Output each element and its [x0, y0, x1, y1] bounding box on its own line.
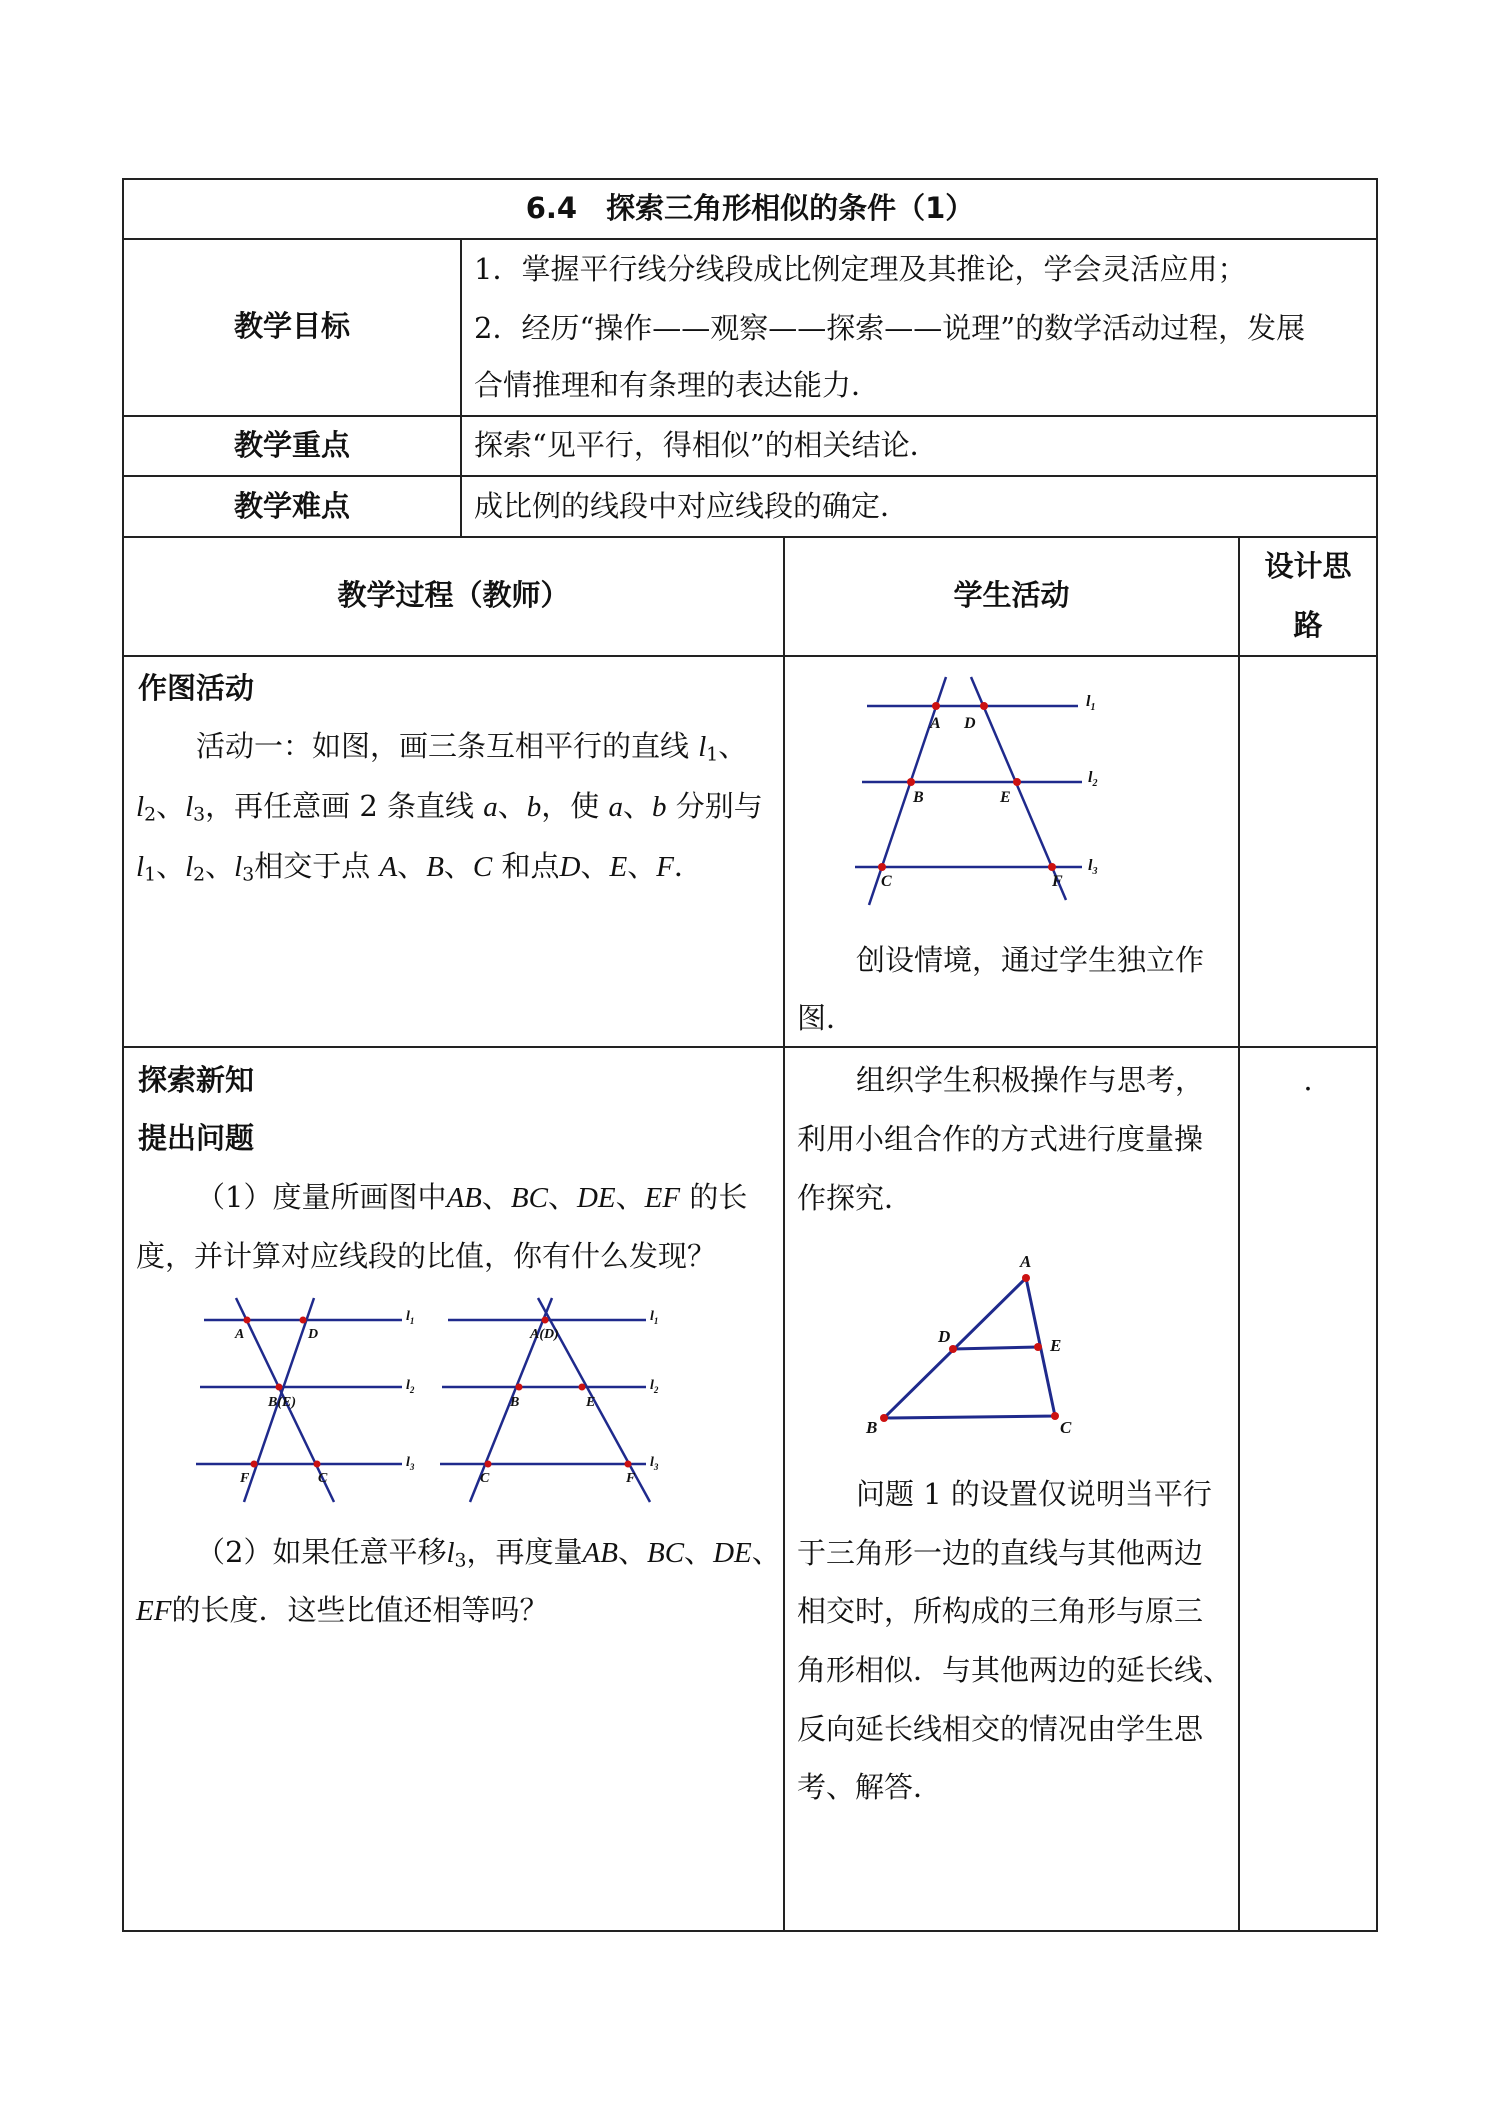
- row-divider-keypoint: [122, 475, 1378, 477]
- section2-design-dot: .: [1303, 1063, 1313, 1097]
- fig1-label-B: B: [913, 789, 924, 806]
- section2-student-line-3: 作探究．: [797, 1181, 914, 1215]
- section1-student-line-1: 创设情境，通过学生独立作: [856, 943, 1205, 977]
- parallel-lines-figure-2b: [430, 1290, 680, 1520]
- fig2a-label-C: C: [318, 1471, 328, 1486]
- keypoint-text: 探索“见平行，得相似”的相关结论．: [474, 428, 939, 462]
- question1-line-1: （1）度量所画图中AB、BC、DE、EF 的长: [196, 1180, 748, 1214]
- fig1-label-l2: $l_2$: [1088, 769, 1098, 789]
- question1-line-2: 度，并计算对应线段的比值，你有什么发现？: [136, 1239, 717, 1273]
- row-divider-header: [122, 655, 1378, 657]
- section1-student-line-2: 图．: [797, 1001, 856, 1035]
- section2-student-note-2: 于三角形一边的直线与其他两边: [797, 1536, 1204, 1570]
- fig2b-label-B: B: [510, 1395, 520, 1410]
- question2-line-2: EF的长度．这些比值还相等吗？: [136, 1593, 549, 1627]
- section2-heading: 探索新知: [138, 1063, 255, 1097]
- fig1-label-D: D: [964, 715, 976, 732]
- keypoint-label: 教学重点: [233, 428, 350, 462]
- section2-student-note-6: 考、解答．: [797, 1770, 943, 1804]
- fig2a-label-l1: $l_1$: [406, 1309, 415, 1326]
- fig2a-label-l2: $l_2$: [406, 1378, 415, 1395]
- col-divider-design: [1238, 536, 1240, 1932]
- row-divider-difficulty: [122, 536, 1378, 538]
- section2-student-line-1: 组织学生积极操作与思考，: [856, 1063, 1205, 1097]
- fig2a-label-l3: $l_3$: [406, 1455, 415, 1472]
- fig2b-label-C: C: [480, 1471, 490, 1486]
- fig2b-label-A: A(D): [530, 1327, 559, 1342]
- section2-student-note-1: 问题 1 的设置仅说明当平行: [856, 1477, 1212, 1511]
- parallel-lines-figure-2a: [190, 1290, 430, 1520]
- goal-line-2: 2．经历“操作——观察——探索——说理”的数学活动过程，发展: [474, 311, 1306, 345]
- header-student: 学生活动: [953, 578, 1070, 612]
- header-design-line2: 路: [1293, 608, 1323, 642]
- fig2a-label-B: B(E): [268, 1395, 297, 1410]
- fig1-label-E: E: [1000, 789, 1011, 806]
- lesson-title: 6.4 探索三角形相似的条件（1）: [525, 191, 975, 225]
- header-teacher: 教学过程（教师）: [337, 578, 570, 612]
- triangle-figure: [860, 1245, 1090, 1445]
- section1-line-3: $l_1$、$l_2$、$l_3$相交于点 A、B、C 和点D、E、F．: [136, 849, 703, 886]
- col-divider-student: [783, 536, 785, 1932]
- section2-student-note-4: 角形相似．与其他两边的延长线、: [797, 1653, 1233, 1687]
- section2-student-note-5: 反向延长线相交的情况由学生思: [797, 1712, 1204, 1746]
- triangle-label-A: A: [1020, 1252, 1032, 1271]
- fig1-label-l1: $l_1$: [1086, 693, 1096, 713]
- section1-line-1: 活动一：如图，画三条互相平行的直线 $l_1$、: [196, 729, 748, 766]
- triangle-label-C: C: [1060, 1418, 1072, 1437]
- section1-line-2: $l_2$、$l_3$，再任意画 2 条直线 a、b，使 a、b 分别与: [136, 789, 763, 826]
- section2-student-line-2: 利用小组合作的方式进行度量操: [797, 1122, 1204, 1156]
- row-divider-goals: [122, 415, 1378, 417]
- triangle-label-D: D: [938, 1327, 951, 1346]
- fig1-label-F: F: [1052, 873, 1063, 890]
- fig2a-label-A: A: [235, 1327, 245, 1342]
- fig2b-label-l3: $l_3$: [650, 1455, 659, 1472]
- section1-heading: 作图活动: [138, 671, 255, 705]
- section2-student-note-3: 相交时，所构成的三角形与原三: [797, 1594, 1204, 1628]
- row-divider-section1: [122, 1046, 1378, 1048]
- table-border-right: [1376, 178, 1378, 1932]
- fig2b-label-E: E: [586, 1395, 596, 1410]
- goal-line-1: 1．掌握平行线分线段成比例定理及其推论，学会灵活应用；: [474, 252, 1247, 286]
- section2-subheading: 提出问题: [138, 1121, 255, 1155]
- goal-line-3: 合情推理和有条理的表达能力．: [474, 368, 881, 402]
- fig2a-label-F: F: [240, 1471, 250, 1486]
- fig1-label-A: A: [930, 715, 941, 732]
- difficulty-label: 教学难点: [233, 489, 350, 523]
- difficulty-text: 成比例的线段中对应线段的确定．: [474, 489, 910, 523]
- triangle-label-B: B: [866, 1418, 878, 1437]
- fig2a-label-D: D: [308, 1327, 319, 1342]
- fig2b-label-l2: $l_2$: [650, 1378, 659, 1395]
- question2-line-1: （2）如果任意平移$l_3$，再度量AB、BC、DE、: [196, 1535, 781, 1572]
- fig1-label-C: C: [881, 873, 892, 890]
- parallel-lines-figure-1: [840, 660, 1120, 920]
- triangle-label-E: E: [1050, 1336, 1062, 1355]
- goals-label: 教学目标: [233, 309, 350, 343]
- row-divider-title: [122, 238, 1378, 240]
- table-border-top: [122, 178, 1378, 180]
- fig1-label-l3: $l_3$: [1088, 857, 1098, 877]
- fig2b-label-F: F: [626, 1471, 636, 1486]
- col-divider-label: [460, 238, 462, 536]
- table-border-bottom: [122, 1930, 1378, 1932]
- header-design-line1: 设计思: [1264, 549, 1352, 583]
- fig2b-label-l1: $l_1$: [650, 1309, 659, 1326]
